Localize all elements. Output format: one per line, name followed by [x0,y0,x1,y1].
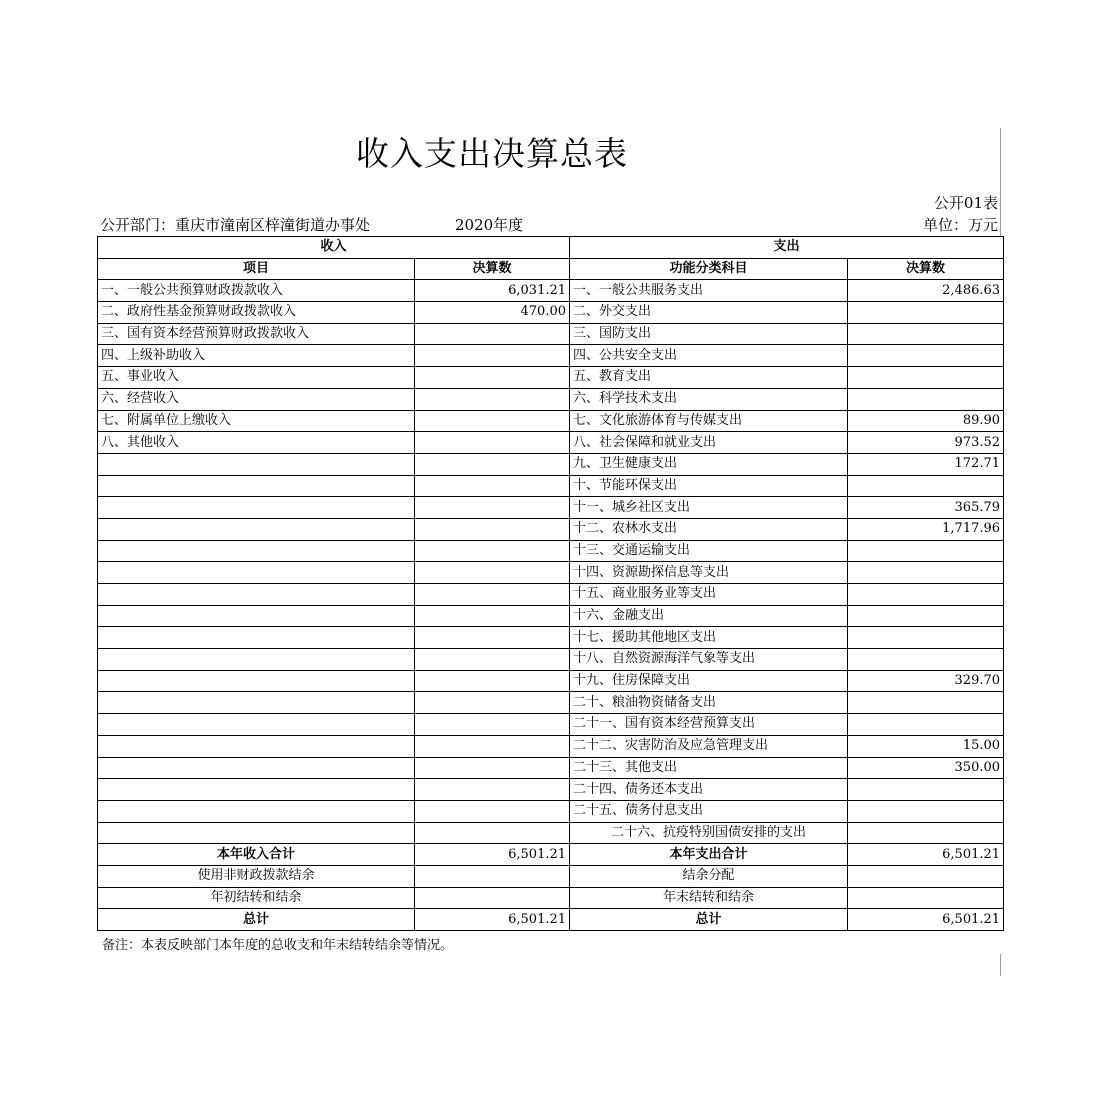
expense-amount-cell [848,302,1004,324]
table-row [98,388,1004,410]
expense-amount-cell [848,475,1004,497]
income-amount-cell [415,735,570,757]
expense-amount-cell: 365.79 [848,497,1004,519]
table-row [98,800,1004,822]
income-item-cell [98,584,415,606]
income-amount-cell [415,605,570,627]
expense-amount-column-header: 决算数 [848,258,1004,280]
table-row [98,475,1004,497]
expense-item-cell: 二十一、国有资本经营预算支出 [570,714,848,736]
summary-row [98,887,1004,909]
table-row [98,714,1004,736]
table-row [98,779,1004,801]
expense-item-cell: 十八、自然资源海洋气象等支出 [570,649,848,671]
expense-amount-cell [848,562,1004,584]
table-row [98,367,1004,389]
summary-income-amount: 6,501.21 [415,844,570,866]
summary-income-label: 总计 [98,909,415,931]
income-amount-cell [415,518,570,540]
item-column-header: 项目 [98,258,415,280]
expense-amount-cell: 2,486.63 [848,280,1004,302]
expense-amount-cell: 350.00 [848,757,1004,779]
income-amount-cell [415,649,570,671]
expense-group-header: 支出 [570,237,1004,259]
expense-amount-cell [848,605,1004,627]
income-amount-cell [415,540,570,562]
expense-amount-cell [848,323,1004,345]
income-item-cell [98,714,415,736]
table-row [98,735,1004,757]
expense-item-cell: 三、国防支出 [570,323,848,345]
income-amount-cell: 6,031.21 [415,280,570,302]
income-item-cell [98,497,415,519]
summary-expense-amount [848,887,1004,909]
expense-amount-cell [848,800,1004,822]
income-item-cell: 六、经营收入 [98,388,415,410]
summary-row [98,909,1004,931]
summary-row [98,844,1004,866]
income-item-cell [98,540,415,562]
expense-item-cell: 十一、城乡社区支出 [570,497,848,519]
page-title: 收入支出决算总表 [356,134,628,173]
expense-amount-cell: 15.00 [848,735,1004,757]
expense-item-cell: 八、社会保障和就业支出 [570,432,848,454]
income-item-cell: 四、上级补助收入 [98,345,415,367]
expense-item-cell: 二十、粮油物资储备支出 [570,692,848,714]
expense-amount-cell [848,345,1004,367]
income-amount-cell [415,432,570,454]
income-amount-cell [415,475,570,497]
income-item-cell: 一、一般公共预算财政拨款收入 [98,280,415,302]
income-item-cell [98,779,415,801]
income-amount-cell [415,670,570,692]
summary-expense-amount: 6,501.21 [848,844,1004,866]
table-row [98,605,1004,627]
income-amount-cell [415,367,570,389]
expense-amount-cell [848,692,1004,714]
expense-amount-cell [848,779,1004,801]
income-item-cell: 二、政府性基金预算财政拨款收入 [98,302,415,324]
income-item-cell [98,757,415,779]
summary-expense-label: 年末结转和结余 [570,887,848,909]
table-row [98,649,1004,671]
expense-item-cell: 六、科学技术支出 [570,388,848,410]
table-row [98,518,1004,540]
expense-item-cell: 十六、金融支出 [570,605,848,627]
summary-expense-label: 本年支出合计 [570,844,848,866]
income-amount-cell [415,453,570,475]
expense-item-cell: 十四、资源勘探信息等支出 [570,562,848,584]
income-amount-cell [415,822,570,844]
expense-amount-cell [848,388,1004,410]
table-row [98,692,1004,714]
income-item-cell [98,822,415,844]
table-row [98,453,1004,475]
income-item-cell [98,800,415,822]
expense-item-cell: 一、一般公共服务支出 [570,280,848,302]
table-row [98,627,1004,649]
summary-expense-label: 总计 [570,909,848,931]
income-item-cell: 三、国有资本经营预算财政拨款收入 [98,323,415,345]
income-amount-cell [415,388,570,410]
income-amount-cell [415,714,570,736]
table-row [98,822,1004,844]
income-item-cell [98,649,415,671]
unit-label: 单位：万元 [922,216,998,234]
table-row [98,670,1004,692]
income-item-cell [98,605,415,627]
income-amount-cell [415,779,570,801]
summary-row [98,865,1004,887]
expense-amount-cell [848,540,1004,562]
income-item-cell [98,562,415,584]
expense-amount-cell: 172.71 [848,453,1004,475]
income-expense-table [97,236,1004,931]
expense-amount-cell: 89.90 [848,410,1004,432]
income-amount-cell [415,800,570,822]
expense-amount-cell [848,714,1004,736]
expense-amount-cell: 973.52 [848,432,1004,454]
income-item-cell: 七、附属单位上缴收入 [98,410,415,432]
income-item-cell [98,735,415,757]
footnote: 备注：本表反映部门本年度的总收支和年末结转结余等情况。 [102,938,454,953]
table-row [98,410,1004,432]
summary-income-amount [415,887,570,909]
expense-item-cell: 十五、商业服务业等支出 [570,584,848,606]
income-amount-cell: 470.00 [415,302,570,324]
page-edge-line-top [1000,128,1001,236]
table-row [98,497,1004,519]
expense-item-cell: 二十五、债务付息支出 [570,800,848,822]
table-group-header-row [98,237,1004,259]
expense-item-cell: 二、外交支出 [570,302,848,324]
income-item-cell [98,692,415,714]
table-row [98,584,1004,606]
summary-income-amount: 6,501.21 [415,909,570,931]
expense-amount-cell [848,649,1004,671]
table-row [98,345,1004,367]
expense-item-cell: 七、文化旅游体育与传媒支出 [570,410,848,432]
page-edge-line-bottom [1000,954,1001,976]
expense-amount-cell [848,367,1004,389]
expense-item-cell: 二十四、债务还本支出 [570,779,848,801]
expense-item-cell: 十二、农林水支出 [570,518,848,540]
expense-amount-cell [848,627,1004,649]
summary-income-amount [415,865,570,887]
function-item-column-header: 功能分类科目 [570,258,848,280]
expense-amount-cell [848,584,1004,606]
expense-item-cell: 十七、援助其他地区支出 [570,627,848,649]
summary-expense-amount [848,865,1004,887]
expense-item-cell: 九、卫生健康支出 [570,453,848,475]
table-row [98,540,1004,562]
income-amount-cell [415,410,570,432]
income-amount-cell [415,627,570,649]
table-row [98,280,1004,302]
table-row [98,562,1004,584]
summary-income-label: 本年收入合计 [98,844,415,866]
summary-expense-amount: 6,501.21 [848,909,1004,931]
expense-item-cell: 二十六、抗疫特别国债安排的支出 [570,822,848,844]
expense-amount-cell: 1,717.96 [848,518,1004,540]
table-column-header-row [98,258,1004,280]
income-amount-cell [415,345,570,367]
table-row [98,302,1004,324]
income-item-cell: 八、其他收入 [98,432,415,454]
expense-item-cell: 五、教育支出 [570,367,848,389]
income-item-cell [98,670,415,692]
income-amount-column-header: 决算数 [415,258,570,280]
table-row [98,432,1004,454]
income-amount-cell [415,757,570,779]
form-code: 公开01表 [933,194,998,212]
summary-expense-label: 结余分配 [570,865,848,887]
income-item-cell [98,627,415,649]
income-amount-cell [415,692,570,714]
income-amount-cell [415,323,570,345]
summary-income-label: 年初结转和结余 [98,887,415,909]
income-amount-cell [415,497,570,519]
summary-income-label: 使用非财政拨款结余 [98,865,415,887]
expense-item-cell: 十九、住房保障支出 [570,670,848,692]
income-item-cell: 五、事业收入 [98,367,415,389]
income-amount-cell [415,584,570,606]
expense-item-cell: 四、公共安全支出 [570,345,848,367]
income-item-cell [98,453,415,475]
expense-amount-cell [848,822,1004,844]
income-group-header: 收入 [98,237,570,259]
expense-item-cell: 二十二、灾害防治及应急管理支出 [570,735,848,757]
income-item-cell [98,518,415,540]
income-item-cell [98,475,415,497]
expense-amount-cell: 329.70 [848,670,1004,692]
fiscal-year: 2020年度 [455,216,524,234]
expense-item-cell: 二十三、其他支出 [570,757,848,779]
department-label: 公开部门：重庆市潼南区梓潼街道办事处 [100,216,371,234]
table-row [98,757,1004,779]
income-amount-cell [415,562,570,584]
expense-item-cell: 十三、交通运输支出 [570,540,848,562]
expense-item-cell: 十、节能环保支出 [570,475,848,497]
table-row [98,323,1004,345]
